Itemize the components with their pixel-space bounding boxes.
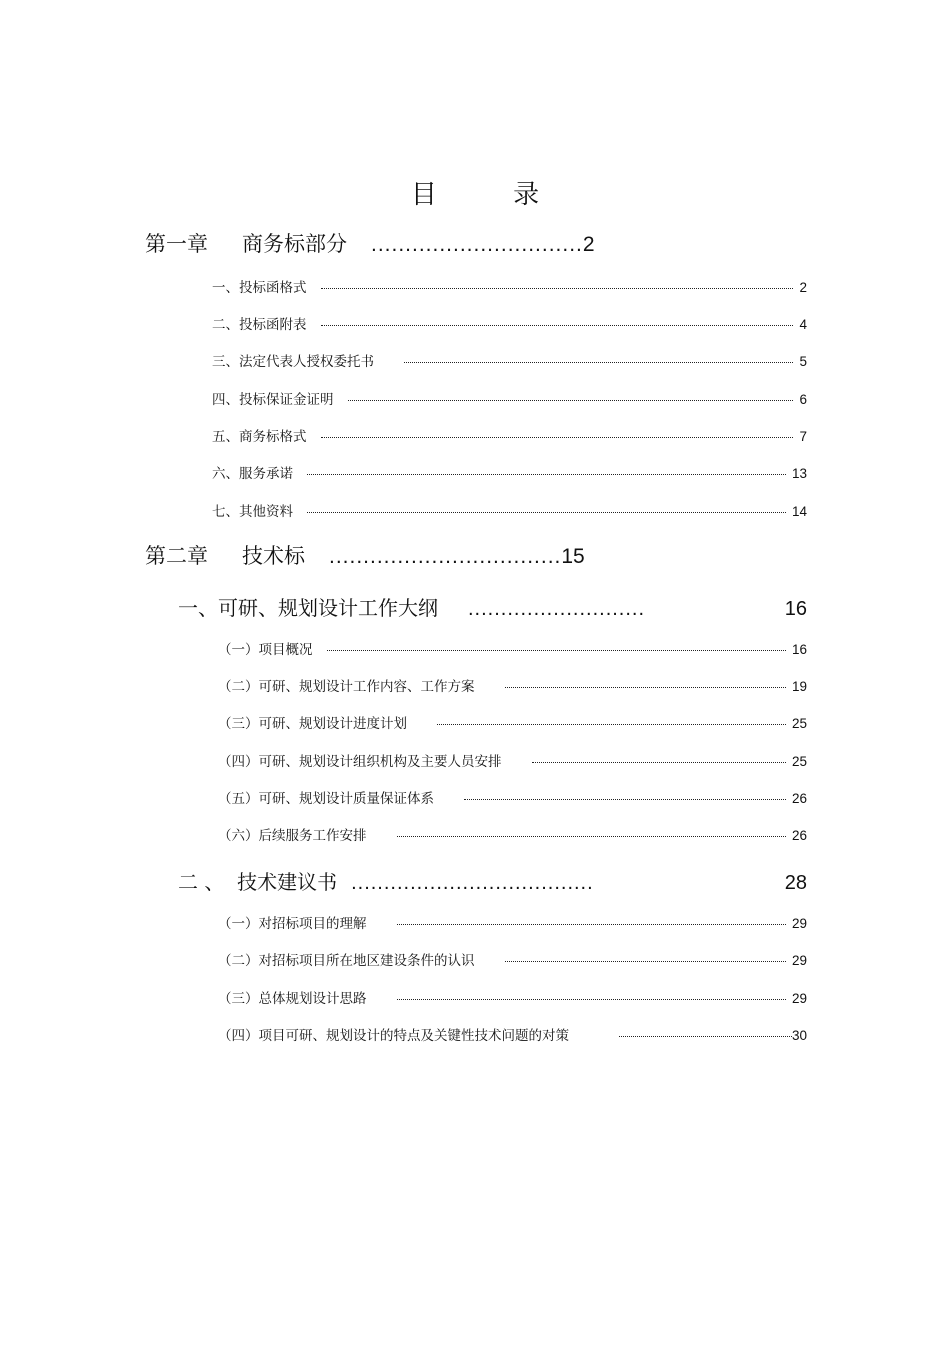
toc-entry[interactable] <box>218 712 807 732</box>
entry-label: 四、投标保证金证明 <box>212 392 334 408</box>
entry-label: （四）项目可研、规划设计的特点及关键性技术问题的对策 <box>218 1028 569 1044</box>
entry-label: （二）对招标项目所在地区建设条件的认识 <box>218 953 475 969</box>
toc-entry[interactable] <box>212 500 807 520</box>
toc-entry[interactable] <box>218 750 807 770</box>
toc-entry[interactable] <box>218 949 807 969</box>
entry-label: （三）可研、规划设计进度计划 <box>218 716 407 732</box>
entry-label: （一）对招标项目的理解 <box>218 916 367 932</box>
toc-entry[interactable] <box>218 675 807 695</box>
page-number: 26 <box>791 791 807 806</box>
chapter-number: 第二章 <box>145 544 208 568</box>
dot-leader <box>464 799 786 800</box>
dot-leader <box>307 474 786 475</box>
entry-label: 七、其他资料 <box>212 504 293 520</box>
page-number: 25 <box>791 754 807 769</box>
page-number: 5 <box>799 354 807 369</box>
page-number: 29 <box>791 916 807 931</box>
entry-label: （四）可研、规划设计组织机构及主要人员安排 <box>218 754 502 770</box>
dot-leader: ............................... <box>371 233 583 256</box>
toc-entry[interactable] <box>218 638 807 658</box>
page-number: 6 <box>799 392 807 407</box>
chapter-title: 技术标 <box>242 544 305 568</box>
toc-entry[interactable] <box>218 1024 807 1044</box>
toc-entry[interactable] <box>212 388 807 408</box>
chapter-number: 第一章 <box>145 232 208 256</box>
dot-leader <box>321 288 794 289</box>
dot-leader <box>505 687 786 688</box>
dot-leader: ........................... <box>468 598 646 620</box>
page-number: 16 <box>791 642 807 657</box>
page-number: 14 <box>791 504 807 519</box>
entry-label: （六）后续服务工作安排 <box>218 828 367 844</box>
entry-label: （五）可研、规划设计质量保证体系 <box>218 791 434 807</box>
dot-leader <box>404 362 793 363</box>
page-number: 13 <box>791 466 807 481</box>
page-number: 7 <box>799 429 807 444</box>
entry-label: 二、投标函附表 <box>212 317 307 333</box>
toc-entry[interactable] <box>218 912 807 932</box>
dot-leader <box>532 762 786 763</box>
toc-section-2[interactable] <box>178 866 807 895</box>
dot-leader: ..................................... <box>351 872 594 894</box>
entry-label: 五、商务标格式 <box>212 429 307 445</box>
dot-leader <box>327 650 786 651</box>
toc-entry[interactable] <box>212 462 807 482</box>
dot-leader <box>321 437 794 438</box>
dot-leader <box>619 1036 792 1037</box>
entry-label: （三）总体规划设计思路 <box>218 991 367 1007</box>
page-number: 29 <box>791 953 807 968</box>
section-title: 二 、 技术建议书 <box>178 870 338 894</box>
toc-entry[interactable] <box>212 276 807 296</box>
toc-title: 目 录 <box>410 180 574 210</box>
page-number: 30 <box>791 1028 807 1043</box>
toc-entry[interactable] <box>212 425 807 445</box>
page-number: 28 <box>784 872 807 894</box>
dot-leader: .................................. <box>329 545 562 568</box>
toc-entry[interactable] <box>218 824 807 844</box>
page-number: 26 <box>791 828 807 843</box>
page-number: 25 <box>791 716 807 731</box>
page-number: 29 <box>791 991 807 1006</box>
dot-leader <box>307 512 786 513</box>
page-number: 19 <box>791 679 807 694</box>
chapter-title: 商务标部分 <box>242 232 347 256</box>
page-number: 2 <box>799 280 807 295</box>
toc-entry[interactable] <box>212 350 807 370</box>
dot-leader <box>397 836 786 837</box>
page-number: 15 <box>561 545 585 568</box>
toc-chapter-1[interactable] <box>145 228 595 258</box>
toc-entry[interactable] <box>218 787 807 807</box>
page-number: 4 <box>799 317 807 332</box>
dot-leader <box>397 999 786 1000</box>
section-title: 一、可研、规划设计工作大纲 <box>178 596 438 620</box>
toc-entry[interactable] <box>212 313 807 333</box>
entry-label: 一、投标函格式 <box>212 280 307 296</box>
dot-leader <box>348 400 794 401</box>
dot-leader <box>505 961 786 962</box>
toc-chapter-2[interactable] <box>145 540 585 570</box>
entry-label: （二）可研、规划设计工作内容、工作方案 <box>218 679 475 695</box>
entry-label: 三、法定代表人授权委托书 <box>212 354 374 370</box>
dot-leader <box>397 924 786 925</box>
toc-section-1[interactable] <box>178 592 807 621</box>
entry-label: 六、服务承诺 <box>212 466 293 482</box>
toc-entry[interactable] <box>218 987 807 1007</box>
entry-label: （一）项目概况 <box>218 642 313 658</box>
dot-leader <box>437 724 786 725</box>
page-number: 2 <box>582 233 595 256</box>
page-number: 16 <box>784 598 807 620</box>
dot-leader <box>321 325 794 326</box>
